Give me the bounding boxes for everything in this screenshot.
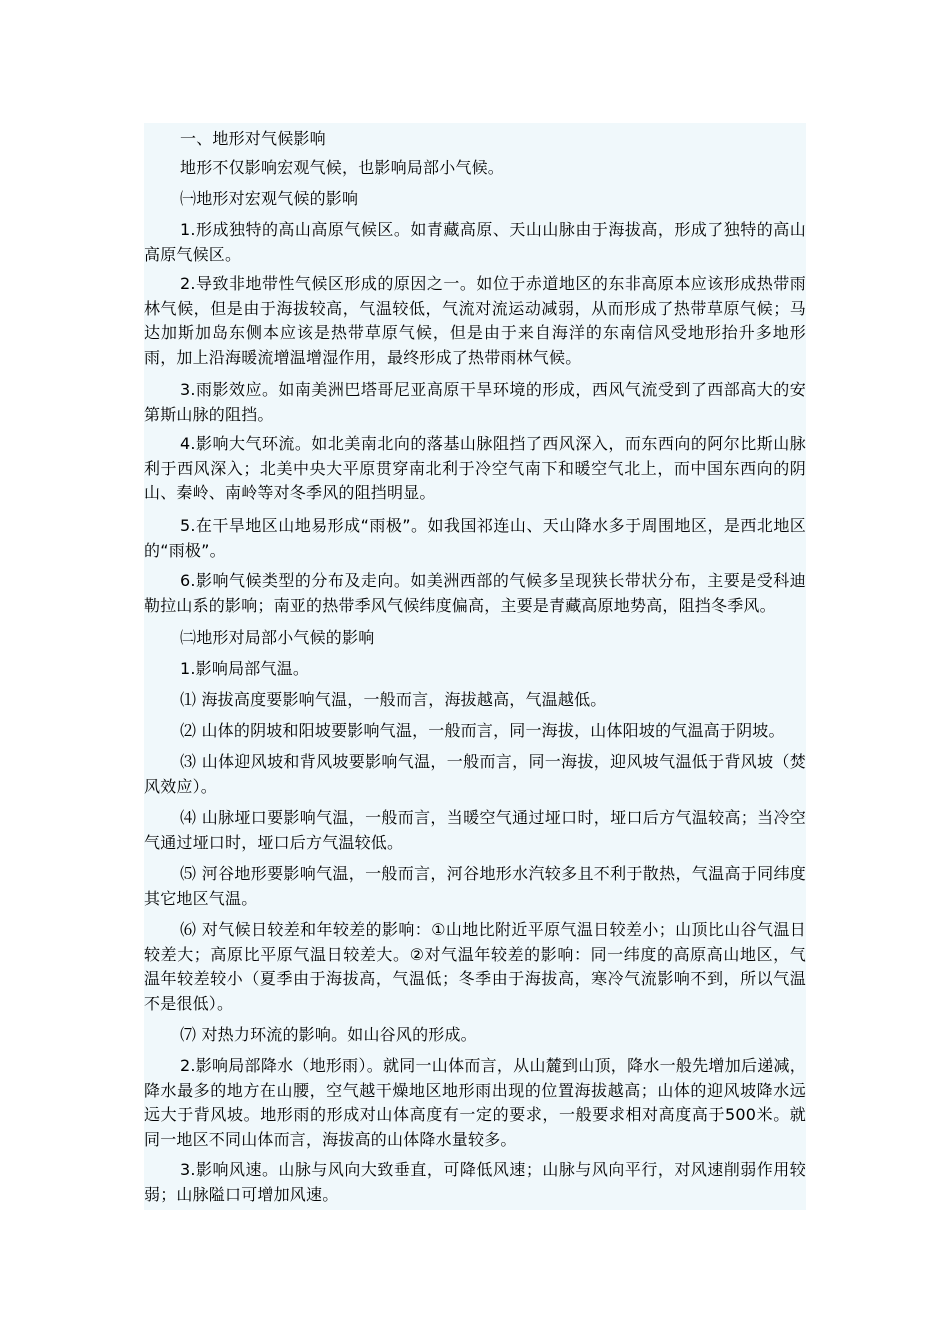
paragraph-micro-temp-6: ⑹ 对气候日较差和年较差的影响：①山地比附近平原气温日较差小；山顶比山谷气温日较差大；高原比平原气温日较差大。②对气温年较差的影响：同一纬度的高原高山地区，气温年较差较小（夏季由于海拔高，气温低；冬季由于海拔高，寒冷气流影响不到，所以气温不是很低）。 bbox=[144, 920, 806, 1013]
subsection-heading-micro: ㈡地形对局部小气候的影响 bbox=[180, 628, 375, 647]
paragraph-micro-temp-4: ⑷ 山脉垭口要影响气温，一般而言，当暖空气通过垭口时，垭口后方气温较高；当冷空气通过垭口时，垭口后方气温较低。 bbox=[144, 808, 806, 852]
paragraph-macro-2: 2.导致非地带性气候区形成的原因之一。如位于赤道地区的东非高原本应该形成热带雨林气候，但是由于海拔较高，气温较低，气流对流运动减弱，从而形成了热带草原气候；马达加斯加岛东侧本应该是热带草原气候，但是由于来自海洋的东南信风受地形抬升多地形雨，加上沿海暖流增温增湿作用，最终形成了热带雨林气候。 bbox=[144, 274, 806, 367]
paragraph-micro-temp-5: ⑸ 河谷地形要影响气温，一般而言，河谷地形水汽较多且不利于散热，气温高于同纬度其它地区气温。 bbox=[144, 864, 806, 908]
intro-paragraph: 地形不仅影响宏观气候，也影响局部小气候。 bbox=[180, 158, 505, 177]
subsection-heading-macro: ㈠地形对宏观气候的影响 bbox=[180, 189, 359, 208]
paragraph-micro-temp-3: ⑶ 山体迎风坡和背风坡要影响气温，一般而言，同一海拔，迎风坡气温低于背风坡（焚风效应）。 bbox=[144, 752, 806, 796]
paragraph-macro-4: 4.影响大气环流。如北美南北向的落基山脉阻挡了西风深入，而东西向的阿尔比斯山脉利于西风深入；北美中央大平原贯穿南北利于冷空气南下和暖空气北上，而中国东西向的阴山、秦岭、南岭等对冬季风的阻挡明显。 bbox=[144, 434, 806, 502]
section-heading: 一、地形对气候影响 bbox=[180, 129, 326, 148]
paragraph-micro-temp-2: ⑵ 山体的阴坡和阳坡要影响气温，一般而言，同一海拔，山体阳坡的气温高于阴坡。 bbox=[180, 721, 785, 740]
paragraph-macro-6: 6.影响气候类型的分布及走向。如美洲西部的气候多呈现狭长带状分布，主要是受科迪勒拉山系的影响；南亚的热带季风气候纬度偏高，主要是青藏高原地势高，阻挡冬季风。 bbox=[144, 571, 806, 615]
paragraph-macro-1: 1.形成独特的高山高原气候区。如青藏高原、天山山脉由于海拔高，形成了独特的高山高原气候区。 bbox=[144, 220, 806, 264]
paragraph-macro-5: 5.在干旱地区山地易形成“雨极”。如我国祁连山、天山降水多于周围地区，是西北地区的“雨极”。 bbox=[144, 516, 806, 560]
document-page bbox=[144, 123, 806, 1210]
paragraph-micro-precip: 2.影响局部降水（地形雨）。就同一山体而言，从山麓到山顶，降水一般先增加后递减，降水最多的地方在山腰，空气越干燥地区地形雨出现的位置海拔越高；山体的迎风坡降水远远大于背风坡。地形雨的形成对山体高度有一定的要求，一般要求相对高度高于500米。就同一地区不同山体而言，海拔高的山体降水量较多。 bbox=[144, 1056, 806, 1149]
paragraph-micro-temp-7: ⑺ 对热力环流的影响。如山谷风的形成。 bbox=[180, 1025, 477, 1044]
paragraph-micro-wind: 3.影响风速。山脉与风向大致垂直，可降低风速；山脉与风向平行，对风速削弱作用较弱；山脉隘口可增加风速。 bbox=[144, 1160, 806, 1204]
paragraph-macro-3: 3.雨影效应。如南美洲巴塔哥尼亚高原干旱环境的形成，西风气流受到了西部高大的安第斯山脉的阻挡。 bbox=[144, 380, 806, 424]
paragraph-micro-temp: 1.影响局部气温。 bbox=[180, 659, 310, 678]
paragraph-micro-temp-1: ⑴ 海拔高度要影响气温，一般而言，海拔越高，气温越低。 bbox=[180, 690, 607, 709]
